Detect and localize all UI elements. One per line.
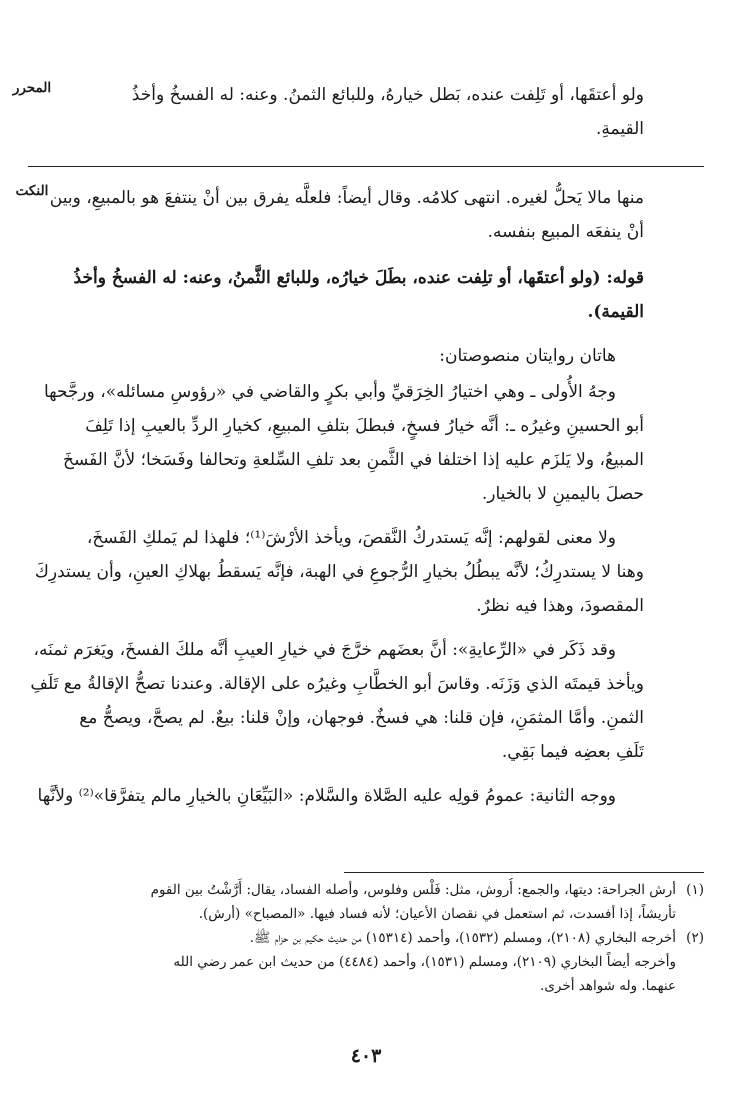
text-line: المقصودَ، وهذا فيه نظرٌ. — [476, 596, 644, 616]
text-line: القيمةِ. — [596, 119, 644, 139]
paragraph — [24, 375, 644, 511]
quoted-line: قوله: (ولو أعتقَها، أو تلِفت عنده، بطَلَ خيارُه، وللبائع الثَّمنُ، وعنه: له الفسخُ وأخذُ — [73, 268, 644, 288]
text-line: أنْ ينفعَه المبيع بنفسه. — [487, 222, 644, 242]
text-line: تَلَفِ بعضِه فيما بَقِي. — [501, 742, 644, 762]
text-line: وهنا لا يستدرِكُ؛ لأنَّه يبطُلُ بخيارِ الرُّجوعِ في الهبة، فإنَّه يَسقطُ بهلاكِ العينِ، وأن يستدرِكَ — [34, 562, 644, 582]
paragraph — [24, 779, 644, 813]
text-line: المبيعُ، ولا يَلزَم عليه إذا اختلفا في الثَّمنِ بعد تلفِ السِّلعةِ وتحالفا وفَسَخا؛ لأنَّ الفَسخَ — [62, 450, 644, 470]
footnote-divider — [344, 872, 704, 873]
section-divider — [28, 166, 704, 167]
footnote-text: أرش الجراحة: ديتها، والجمع: أُروش، مثل: فَلْس وفلوس، وأصله الفساد، يقال: أَرَّشْتُ بين القوم — [150, 882, 676, 898]
text-line: الثمنِ. وأمَّا المثمَنِ، فإن قلنا: هي فسخٌ. فوجهان، وإنْ قلنا: بيعٌ. لم يصحَّ، ويصحُّ مع — [79, 708, 644, 728]
paragraph — [24, 339, 644, 373]
footnote-text: أخرجه البخاري (٢١٠٨)، ومسلم (١٥٣٢)، وأحمد (١٥٣١٤) من حديث حكيم بن حزام ﷺ. — [249, 930, 676, 946]
footnotes — [28, 878, 704, 998]
text-line: وجهُ الأُولى ـ وهي اختيارُ الخِرَقيِّ وأبي بكرٍ والقاضي في «رؤوسِ مسائله»، ورجَّحها — [43, 382, 616, 402]
footnote-line — [28, 926, 704, 950]
quoted-line: القيمة). — [587, 302, 644, 322]
footnote-line: عنهما. وله شواهد أخرى. — [540, 978, 676, 994]
footnote-line: تأريشاً، إذا أفسدت، ثم استعمل في نقصان الأعيان؛ لأنه فساد فيها. «المصباح» (أرش). — [198, 906, 676, 922]
footnote — [28, 926, 704, 998]
page-number: ٤٠٣ — [350, 1045, 382, 1067]
footnote-line: وأخرجه أيضاً البخاري (٢١٠٩)، ومسلم (١٥٣١)، وأحمد (٤٤٨٤) من حديث ابن عمر رضي الله — [173, 954, 676, 970]
footnote — [28, 878, 704, 926]
section-label-nukat: النكت — [15, 183, 49, 199]
text-line: حصلَ باليمينِ لا بالخيار. — [481, 484, 644, 504]
footnote-line — [28, 878, 704, 902]
paragraph — [24, 633, 644, 769]
footnote-number: (٢) — [686, 930, 704, 946]
text-line: ووجه الثانية: عمومُ قولِه عليه الصَّلاة والسَّلام: «البَيِّعَانِ بالخيارِ مالم يتفرَّقا»⁽²⁾ ولأنَّها — [37, 786, 616, 806]
paragraph — [24, 521, 644, 623]
nukat-text — [24, 181, 644, 813]
text-line: ولو أعتقَها، أو تَلِفت عنده، بَطل خيارهُ، وللبائع الثمنُ. وعنه: له الفسخُ وأخذُ — [131, 85, 644, 105]
text-line: أبو الحسينِ وغيرُه ـ: أنَّه خيارُ فسخٍ، فبطلَ بتلفِ المبيعِ، كخيارِ الردِّ بالعيبِ إذا تَلِفَ — [85, 416, 644, 436]
section-label-muharrar: المحرر — [12, 80, 52, 96]
text-line: ولا معنى لقولهم: إنَّه يَستدركُ النَّقصَ، ويأخذ الأرْشَ⁽¹⁾؛ فلهذا لم يَملكِ الفَسخَ، — [86, 528, 616, 548]
text-line: وقد ذَكَر في «الرِّعايةِ»: أنَّ بعضَهم خرَّجَ في خيارِ العيبِ أنَّه ملكَ الفسخَ، ويَغرَم ثمنَه، — [33, 640, 616, 660]
muharrar-text — [24, 78, 644, 146]
footnote-number: (١) — [686, 882, 704, 898]
text-line: هاتان روايتان منصوصتان: — [439, 346, 616, 366]
text-line: منها مالا يَحلُّ لغيره. انتهى كلامُه. وقال أيضاً: فلعلَّه يفرق بين أنْ ينتفعَ هو بالمبيعِ، وبين — [49, 188, 644, 208]
text-line: ويأخذ قيمتَه الذي وَزَنَه. وقاسَ أبو الخطَّابِ وغيرُه على الإقالة. وعندنا تصحُّ الإقالةُ مع تَلَفِ — [30, 674, 644, 694]
